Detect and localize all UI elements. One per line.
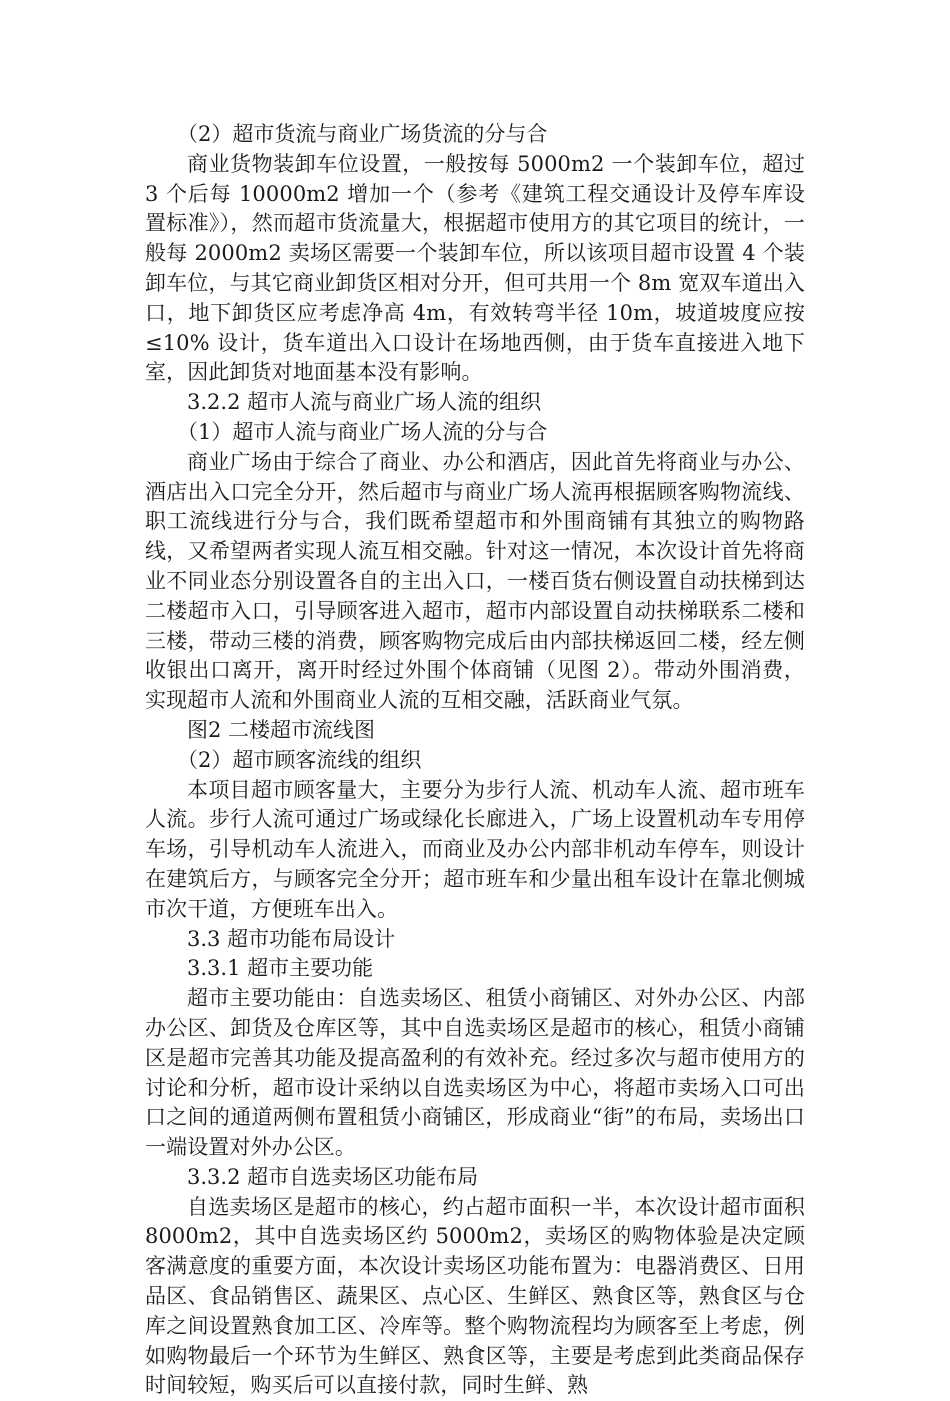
body-paragraph: 超市主要功能由：自选卖场区、租赁小商铺区、对外办公区、内部办公区、卸货及仓库区等，其中自选卖场区是超市的核心，租赁小商铺区是超市完善其功能及提高盈利的有效补充。经过多次与超市使用方的讨论和分析，超市设计采纳以自选卖场区为中心，将超市卖场入口可出口之间的通道两侧布置租赁小商铺区，形成商业“街”的布局，卖场出口一端设置对外办公区。: [145, 986, 805, 1160]
section-heading: 3.3 超市功能布局设计: [187, 926, 396, 951]
body-paragraph: 商业广场由于综合了商业、办公和酒店，因此首先将商业与办公、酒店出入口完全分开，然后超市与商业广场人流再根据顾客购物流线、职工流线进行分与合，我们既希望超市和外围商铺有其独立的购物路线，又希望两者实现人流互相交融。针对这一情况，本次设计首先将商业不同业态分别设置各自的主出入口，一楼百货右侧设置自动扶梯到达二楼超市入口，引导顾客进入超市，超市内部设置自动扶梯联系二楼和三楼，带动三楼的消费，顾客购物完成后由内部扶梯返回二楼，经左侧收银出口离开，离开时经过外围个体商铺（见图 2）。带动外围消费，实现超市人流和外围商业人流的互相交融，活跃商业气氛。: [145, 449, 805, 713]
body-paragraph: 自选卖场区是超市的核心，约占超市面积一半，本次设计超市面积 8000m2，其中自选卖场区约 5000m2，卖场区的购物体验是决定顾客满意度的重要方面，本次设计卖场区功能布置为：电器消费区、日用品区、食品销售区、蔬果区、点心区、生鲜区、熟食区等，熟食区与仓库之间设置熟食加工区、冷库等。整个购物流程均为顾客至上考虑，例如购物最后一个环节为生鲜区、熟食区等，主要是考虑到此类商品保存时间较短，购买后可以直接付款，同时生鲜、熟: [145, 1194, 805, 1398]
section-heading: （2）超市顾客流线的组织: [177, 747, 422, 772]
body-paragraph: 本项目超市顾客量大，主要分为步行人流、机动车人流、超市班车人流。步行人流可通过广场或绿化长廊进入，广场上设置机动车专用停车场，引导机动车人流进入，而商业及办公内部非机动车停车，则设计在建筑后方，与顾客完全分开；超市班车和少量出租车设计在靠北侧城市次干道，方便班车出入。: [145, 777, 805, 921]
section-heading: （1）超市人流与商业广场人流的分与合: [177, 419, 548, 444]
section-heading: （2）超市货流与商业广场货流的分与合: [177, 122, 548, 146]
document-body: [145, 120, 805, 1401]
section-heading: 3.3.1 超市主要功能: [187, 956, 374, 981]
section-heading: 3.3.2 超市自选卖场区功能布局: [187, 1164, 479, 1189]
body-paragraph: 商业货物装卸车位设置，一般按每 5000m2 一个装卸车位，超过 3 个后每 10000m2 增加一个（参考《建筑工程交通设计及停车库设置标准》），然而超市货流量大，根据超市使用方的其它项目的统计，一般每 2000m2 卖场区需要一个装卸车位，所以该项目超市设置 4 个装卸车位，与其它商业卸货区相对分开，但可共用一个 8m 宽双车道出入口，地下卸货区应考虑净高 4m，有效转弯半径 10m，坡道坡度应按≤10% 设计，货车道出入口设计在场地西侧，由于货车直接进入地下室，因此卸货对地面基本没有影响。: [145, 151, 805, 385]
section-heading: 3.2.2 超市人流与商业广场人流的组织: [187, 390, 542, 415]
figure-caption: 图2 二楼超市流线图: [187, 717, 376, 742]
